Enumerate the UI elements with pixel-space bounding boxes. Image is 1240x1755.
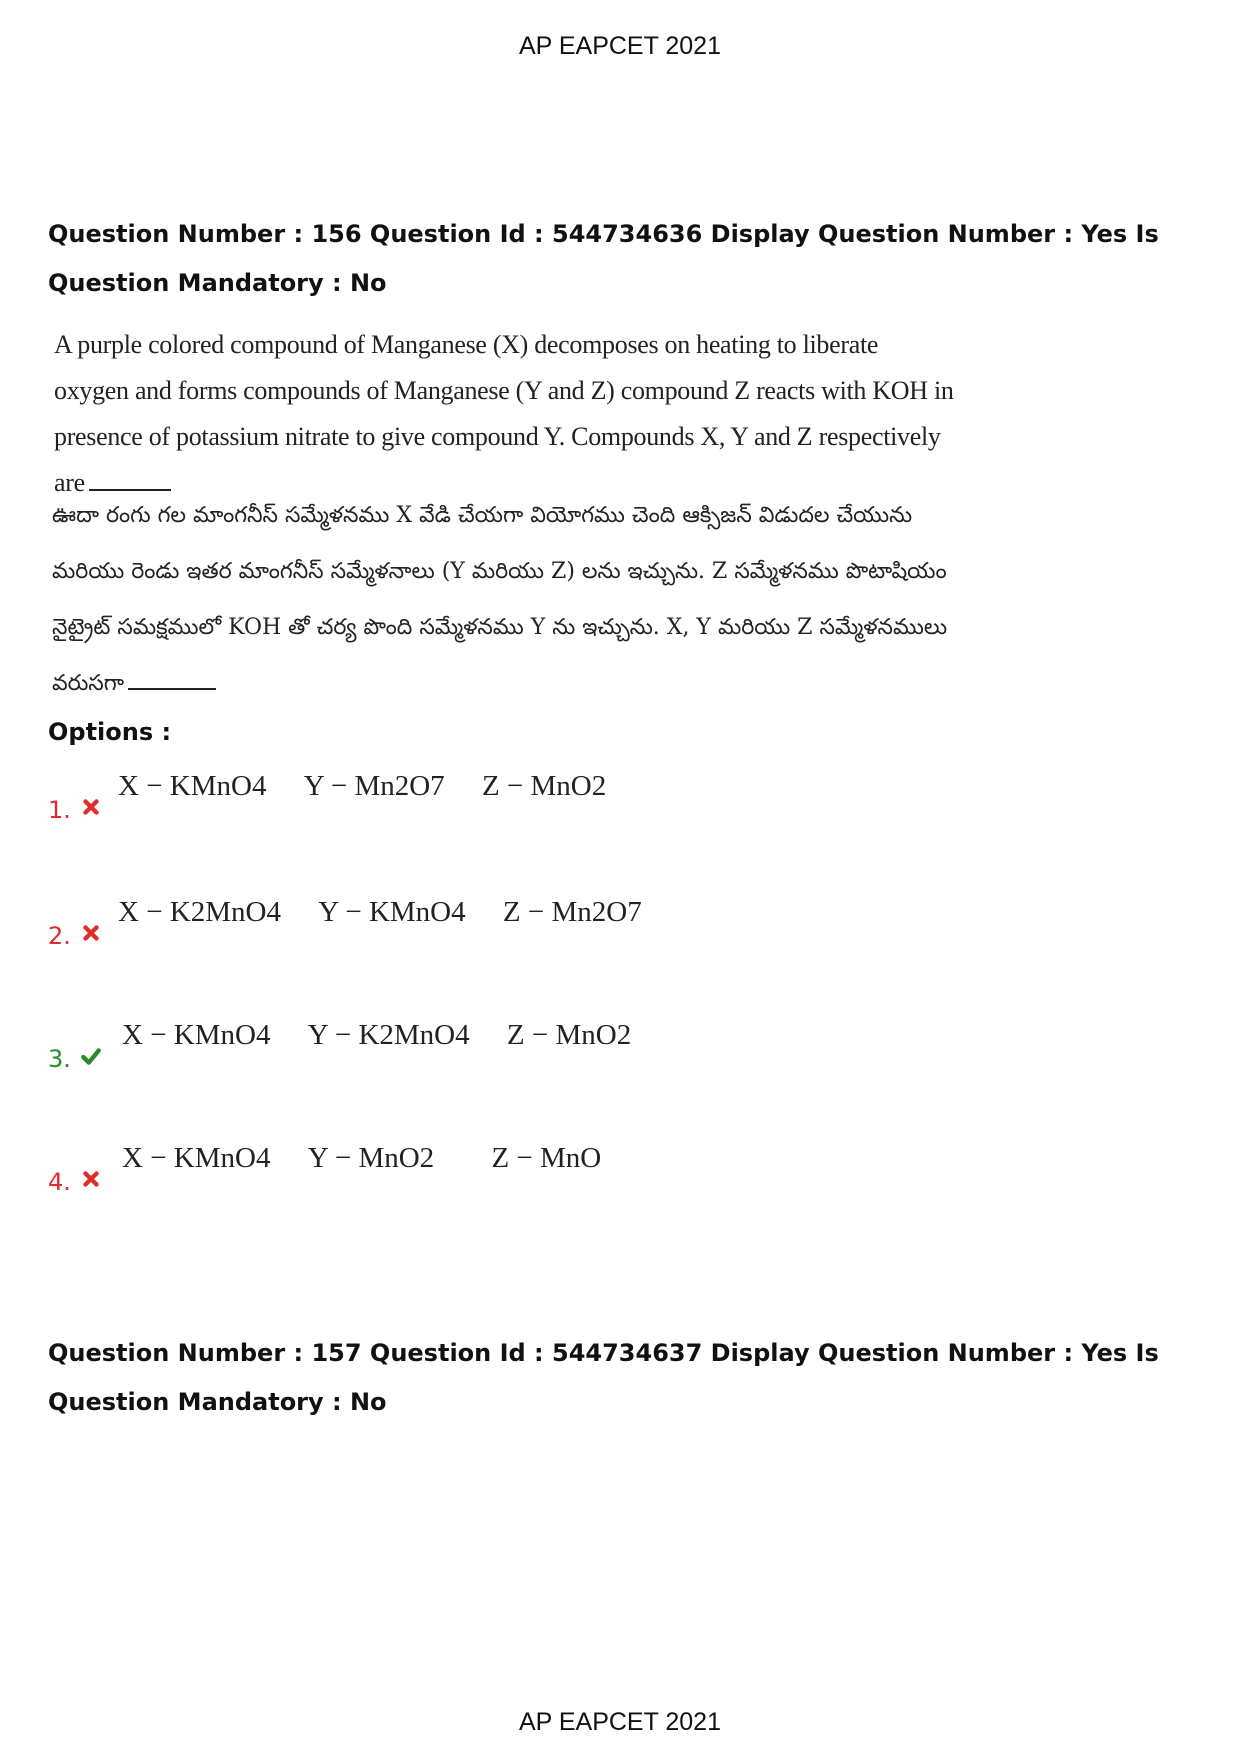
option-2[interactable] [48, 896, 948, 956]
formula-x: X − K2MnO4 [118, 896, 281, 928]
option-formula [122, 1142, 631, 1175]
answer-blank [128, 688, 216, 690]
page-header: AP EAPCET 2021 [519, 32, 721, 60]
page-footer: AP EAPCET 2021 [519, 1708, 721, 1736]
option-formula [122, 1019, 661, 1052]
formula-z: Z − Mn2O7 [502, 896, 642, 928]
option-3[interactable] [48, 1019, 948, 1079]
option-number: 4. [48, 1168, 71, 1196]
formula-x: X − KMnO4 [122, 1019, 271, 1051]
option-formula [118, 770, 636, 803]
option-4[interactable] [48, 1142, 948, 1202]
option-formula [118, 896, 672, 929]
question-text-english-body: A purple colored compound of Manganese (X) decomposes on heating to liberate oxygen and forms compounds of Manganese (Y and Z) compound Z reacts with KOH in presence of potassium nitrate to give compound Y. Compounds X, Y and Z respectively are [54, 330, 954, 497]
formula-y: Y − MnO2 [307, 1142, 435, 1174]
option-1[interactable] [48, 770, 948, 830]
wrong-cross-icon [80, 1168, 102, 1190]
formula-z: Z − MnO2 [506, 1019, 632, 1051]
option-number: 3. [48, 1045, 71, 1073]
formula-y: Y − Mn2O7 [303, 770, 445, 802]
options-label: Options : [48, 718, 172, 746]
wrong-cross-icon [80, 796, 102, 818]
formula-y: Y − KMnO4 [318, 896, 466, 928]
option-number: 1. [48, 796, 71, 824]
question-text-telugu-body: ఊదా రంగు గల మాంగనీస్ సమ్మేళనము X వేడి చేయగా వియోగము చెంది ఆక్సిజన్ విడుదల చేయును మరియు రెండు ఇతర మాంగనీస్ సమ్మేళనాలు (Y మరియు Z) లను ఇచ్చును. Z సమ్మేళనము పొటాషియం నైట్రైట్ సమక్షములో KOH తో చర్య పొంది సమ్మేళనము Y ను ఇచ్చును. X, Y మరియు Z సమ్మేళనములు వరుసగా [52, 503, 948, 696]
option-number: 2. [48, 922, 71, 950]
formula-z: Z − MnO [491, 1142, 602, 1174]
formula-z: Z − MnO2 [481, 770, 607, 802]
correct-check-icon [80, 1045, 102, 1067]
wrong-cross-icon [80, 922, 102, 944]
formula-x: X − KMnO4 [122, 1142, 271, 1174]
question-header: Question Number : 156 Question Id : 544734636 Display Question Number : Yes Is Question Mandatory : No [48, 220, 1159, 297]
formula-y: Y − K2MnO4 [307, 1019, 470, 1051]
question-header: Question Number : 157 Question Id : 544734637 Display Question Number : Yes Is Question Mandatory : No [48, 1339, 1159, 1416]
question-text-english [54, 322, 954, 506]
question-text-telugu [52, 488, 952, 712]
formula-x: X − KMnO4 [118, 770, 267, 802]
